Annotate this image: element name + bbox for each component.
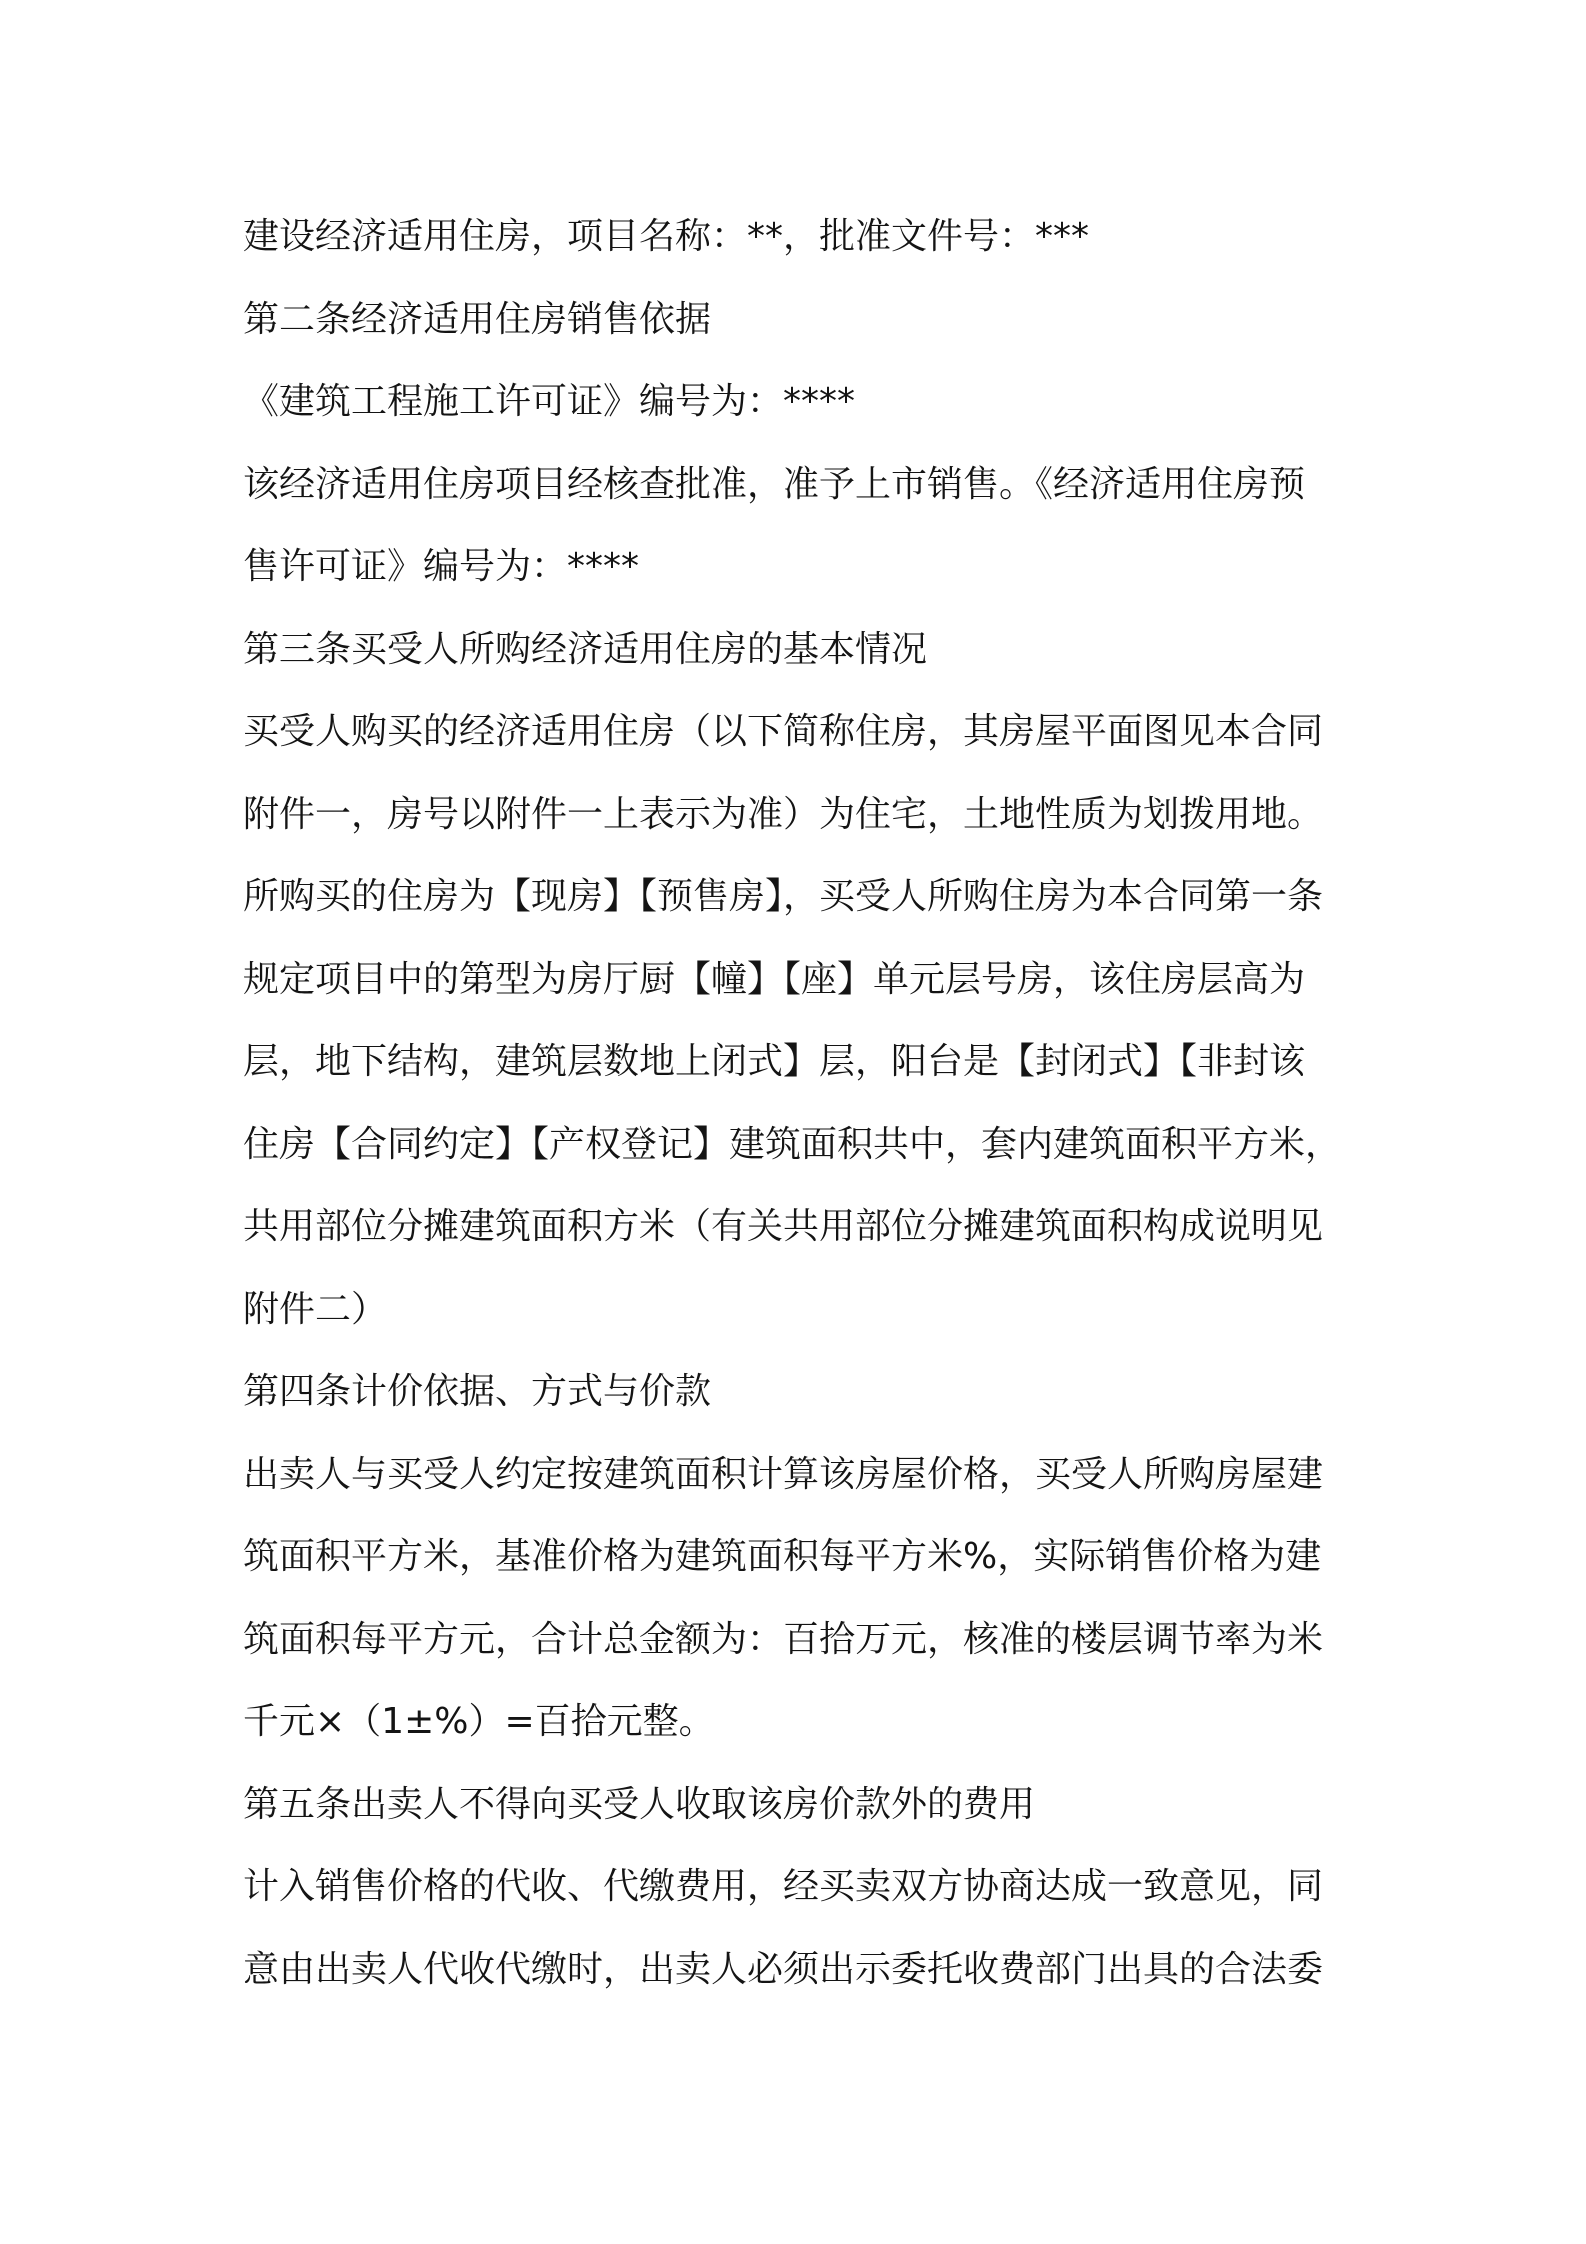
text-line-article-3-8: 附件二） bbox=[243, 1288, 388, 1330]
text-line-article-4-4: 千元×（1±%）=百拾元整。 bbox=[243, 1701, 715, 1742]
text-line-construction-permit: 《建筑工程施工许可证》编号为：**** bbox=[243, 381, 856, 422]
article-3-heading: 第三条买受人所购经济适用住房的基本情况 bbox=[243, 628, 928, 670]
article-4-heading: 第四条计价依据、方式与价款 bbox=[243, 1371, 712, 1412]
text-line-article-3-2: 附件一，房号以附件一上表示为准）为住宅，土地性质为划拨用地。 bbox=[243, 793, 1324, 835]
text-line-presale-permit-number: 售许可证》编号为：**** bbox=[243, 546, 640, 587]
article-2-heading: 第二条经济适用住房销售依据 bbox=[243, 298, 712, 340]
text-line-project-name: 建设经济适用住房，项目名称：**，批准文件号：*** bbox=[243, 216, 1090, 257]
text-line-article-3-6: 住房【合同约定】【产权登记】建筑面积共中，套内建筑面积平方米， bbox=[243, 1123, 1342, 1165]
text-line-article-3-7: 共用部位分摊建筑面积方米（有关共用部位分摊建筑面积构成说明见 bbox=[243, 1206, 1324, 1247]
text-line-article-3-4: 规定项目中的第型为房厅厨【幢】【座】单元层号房，该住房层高为 bbox=[243, 958, 1306, 1000]
article-5-heading: 第五条出卖人不得向买受人收取该房价款外的费用 bbox=[243, 1783, 1036, 1825]
text-line-article-3-3: 所购买的住房为【现房】【预售房】，买受人所购住房为本合同第一条 bbox=[243, 876, 1324, 917]
text-line-article-5-2: 意由出卖人代收代缴时，出卖人必须出示委托收费部门出具的合法委 bbox=[243, 1948, 1324, 1990]
text-line-article-3-1: 买受人购买的经济适用住房（以下简称住房，其房屋平面图见本合同 bbox=[243, 711, 1324, 752]
document-body bbox=[243, 196, 1358, 2011]
text-line-article-3-5: 层，地下结构，建筑层数地上闭式】层，阳台是【封闭式】【非封该 bbox=[243, 1041, 1306, 1082]
text-line-article-4-2: 筑面积平方米，基准价格为建筑面积每平方米%，实际销售价格为建 bbox=[243, 1536, 1322, 1577]
text-line-article-4-1: 出卖人与买受人约定按建筑面积计算该房屋价格，买受人所购房屋建 bbox=[243, 1453, 1324, 1495]
text-line-presale-approval: 该经济适用住房项目经核查批准，准予上市销售。《经济适用住房预 bbox=[243, 463, 1306, 505]
text-line-article-5-1: 计入销售价格的代收、代缴费用，经买卖双方协商达成一致意见，同 bbox=[243, 1866, 1324, 1907]
text-line-article-4-3: 筑面积每平方元，合计总金额为：百拾万元，核准的楼层调节率为米 bbox=[243, 1618, 1324, 1660]
